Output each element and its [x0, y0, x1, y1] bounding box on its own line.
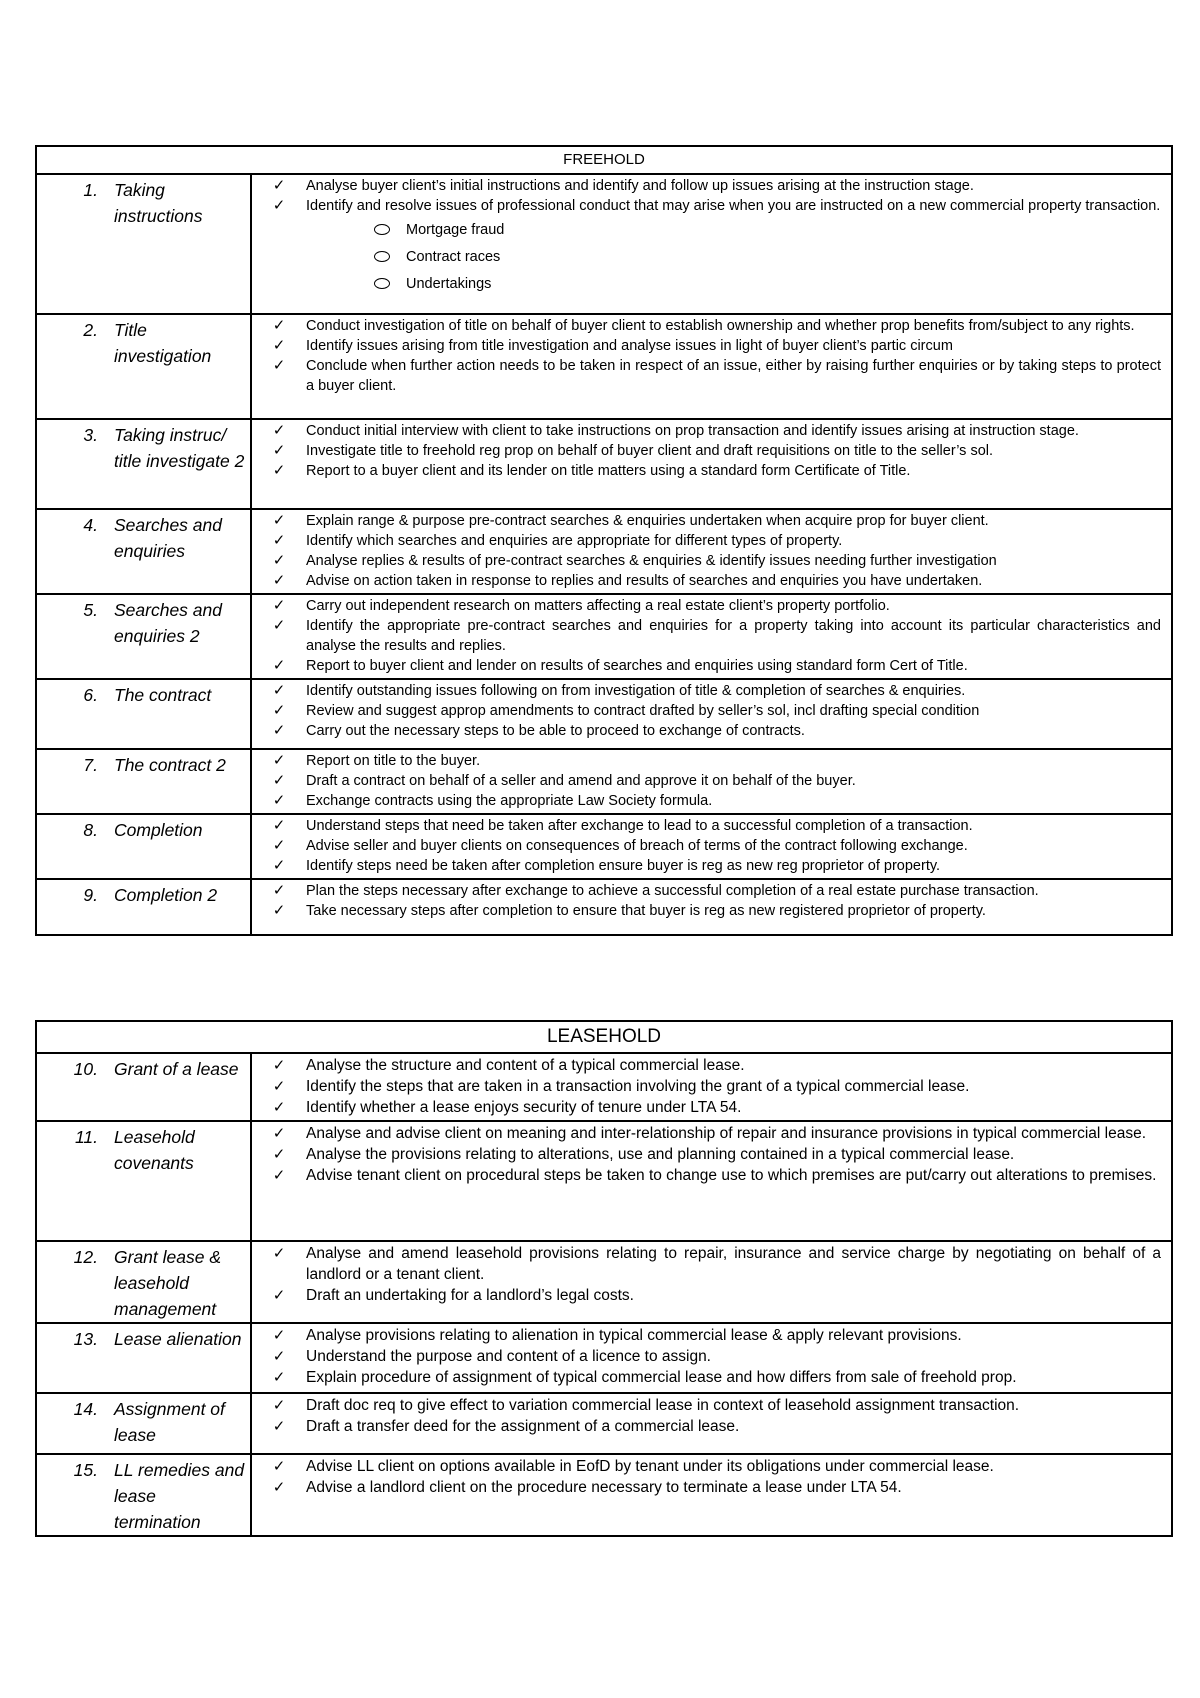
list-item — [252, 176, 1161, 196]
topic-title: LL remedies and lease termination — [114, 1460, 245, 1532]
topic-title: Title investigation — [114, 320, 212, 366]
outcome-text: Conduct initial interview with client to take instructions on prop transaction and identify issues arising at instruction stage. — [306, 423, 1079, 439]
checkmark-icon: ✓ — [272, 1458, 286, 1475]
outcome-text: Plan the steps necessary after exchange to achieve a successful completion of a real estate purchase transaction. — [306, 883, 1039, 899]
outcomes-cell — [251, 1323, 1172, 1393]
sub-item-text: Contract races — [406, 248, 501, 265]
topic-number: 9. — [83, 885, 98, 905]
topic-number: 2. — [83, 320, 98, 340]
checkmark-icon: ✓ — [272, 882, 286, 899]
list-item — [252, 441, 1161, 461]
outcomes-cell — [251, 1053, 1172, 1121]
topic-number: 7. — [83, 755, 98, 775]
topic-cell — [36, 814, 251, 879]
checkmark-icon: ✓ — [272, 1479, 286, 1496]
checkmark-icon: ✓ — [272, 617, 286, 634]
list-item — [252, 656, 1161, 676]
checkmark-icon: ✓ — [272, 837, 286, 854]
list-item — [252, 791, 1161, 811]
outcomes-cell — [251, 594, 1172, 679]
table-row — [36, 509, 1172, 594]
table-row — [36, 1393, 1172, 1454]
table-row — [36, 1053, 1172, 1121]
outcomes-cell — [251, 1454, 1172, 1536]
checkmark-icon: ✓ — [272, 462, 286, 479]
list-item — [252, 196, 1161, 216]
checkmark-icon: ✓ — [272, 682, 286, 699]
outcome-text: Carry out the necessary steps to be able to proceed to exchange of contracts. — [306, 723, 805, 739]
leasehold-rows — [36, 1053, 1172, 1536]
outcome-text: Conclude when further action needs to be taken in respect of an issue, either by raising further enquiries or by taking steps to protect a buyer client. — [306, 358, 1161, 394]
list-item — [252, 721, 1161, 741]
list-item — [252, 771, 1161, 791]
list-item — [252, 1346, 1161, 1367]
sub-list-item — [252, 270, 1161, 297]
outcome-text: Take necessary steps after completion to ensure that buyer is reg as new registered proprietor of property. — [306, 903, 986, 919]
list-item — [252, 1395, 1161, 1416]
topic-cell — [36, 1323, 251, 1393]
topic-cell — [36, 1393, 251, 1454]
list-item — [252, 1456, 1161, 1477]
topic-title: Taking instructions — [114, 180, 203, 226]
checkmark-icon: ✓ — [272, 1245, 286, 1262]
topic-number: 11. — [74, 1127, 98, 1147]
list-item — [252, 816, 1161, 836]
checkmark-icon: ✓ — [272, 817, 286, 834]
topic-number: 4. — [83, 515, 98, 535]
checkmark-icon: ✓ — [272, 1397, 286, 1414]
checkmark-icon: ✓ — [272, 722, 286, 739]
topic-cell — [36, 749, 251, 814]
outcome-text: Advise tenant client on procedural steps be taken to change use to which premises are put/carry out alterations to premises. — [306, 1167, 1157, 1184]
list-item — [252, 1325, 1161, 1346]
freehold-rows — [36, 174, 1172, 935]
checkmark-icon: ✓ — [272, 317, 286, 334]
topic-number: 3. — [83, 425, 98, 445]
topic-cell — [36, 1121, 251, 1241]
freehold-heading: FREEHOLD — [36, 146, 1172, 174]
checkmark-icon: ✓ — [272, 512, 286, 529]
sub-item-text: Mortgage fraud — [406, 221, 505, 238]
list-item — [252, 531, 1161, 551]
checkmark-icon: ✓ — [272, 442, 286, 459]
outcomes-cell — [251, 749, 1172, 814]
outcomes-cell — [251, 1121, 1172, 1241]
table-row — [36, 314, 1172, 419]
list-item — [252, 751, 1161, 771]
outcome-text: Identify issues arising from title investigation and analyse issues in light of buyer client’s partic circum — [306, 338, 953, 354]
checkmark-icon: ✓ — [272, 552, 286, 569]
list-item — [252, 681, 1161, 701]
checkmark-icon: ✓ — [272, 792, 286, 809]
list-item — [252, 571, 1161, 591]
table-row — [36, 419, 1172, 509]
outcome-text: Exchange contracts using the appropriate Law Society formula. — [306, 793, 713, 809]
list-item — [252, 1123, 1161, 1144]
outcome-text: Analyse buyer client’s initial instructions and identify and follow up issues arising at the instruction stage. — [306, 178, 974, 194]
topic-cell — [36, 879, 251, 935]
topic-title: Completion 2 — [114, 885, 218, 905]
outcome-text: Advise LL client on options available in EofD by tenant under its obligations under commercial lease. — [306, 1458, 994, 1475]
checkmark-icon: ✓ — [272, 1287, 286, 1304]
checkmark-icon: ✓ — [272, 702, 286, 719]
topic-number: 14. — [73, 1399, 98, 1419]
checkmark-icon: ✓ — [272, 1369, 286, 1386]
outcome-text: Advise a landlord client on the procedure necessary to terminate a lease under LTA 54. — [306, 1479, 902, 1496]
outcome-text: Analyse and amend leasehold provisions relating to repair, insurance and service charge by negotiating on behalf of a landlord or a tenant client. — [306, 1245, 1161, 1283]
list-item — [252, 1076, 1161, 1097]
outcome-text: Conduct investigation of title on behalf of buyer client to establish ownership and whether prop benefits from/subject to any rights. — [306, 318, 1135, 334]
list-item — [252, 316, 1161, 336]
outcomes-cell — [251, 1393, 1172, 1454]
list-item — [252, 1165, 1161, 1186]
checkmark-icon: ✓ — [272, 1327, 286, 1344]
topic-title: The contract 2 — [114, 755, 226, 775]
topic-title: Completion — [114, 820, 203, 840]
table-row — [36, 814, 1172, 879]
checkmark-icon: ✓ — [272, 1057, 286, 1074]
outcome-text: Understand steps that need be taken after exchange to lead to a successful completion of a transaction. — [306, 818, 973, 834]
list-item — [252, 1416, 1161, 1437]
outcome-text: Understand the purpose and content of a licence to assign. — [306, 1348, 711, 1365]
outcome-text: Identify outstanding issues following on from investigation of title & completion of searches & enquiries. — [306, 683, 966, 699]
sub-list-item — [252, 243, 1161, 270]
list-item — [252, 881, 1161, 901]
circle-bullet-icon — [374, 251, 390, 262]
list-item — [252, 1097, 1161, 1118]
topic-title: The contract — [114, 685, 212, 705]
list-item — [252, 551, 1161, 571]
freehold-table — [35, 145, 1173, 936]
checkmark-icon: ✓ — [272, 772, 286, 789]
topic-number: 6. — [83, 685, 98, 705]
list-item — [252, 836, 1161, 856]
outcome-text: Draft doc req to give effect to variation commercial lease in context of leasehold assignment transaction. — [306, 1397, 1020, 1414]
list-item — [252, 701, 1161, 721]
list-item — [252, 1285, 1161, 1306]
outcome-text: Analyse the provisions relating to alterations, use and planning contained in a typical commercial lease. — [306, 1146, 1015, 1163]
table-row — [36, 1454, 1172, 1536]
outcome-text: Draft an undertaking for a landlord’s legal costs. — [306, 1287, 634, 1304]
outcome-text: Advise seller and buyer clients on consequences of breach of terms of the contract following exchange. — [306, 838, 968, 854]
list-item — [252, 901, 1161, 921]
topic-cell — [36, 419, 251, 509]
topic-title: Grant of a lease — [114, 1059, 239, 1079]
sub-list-item — [252, 216, 1161, 243]
outcome-text: Report on title to the buyer. — [306, 753, 481, 769]
table-row — [36, 174, 1172, 314]
outcome-text: Analyse and advise client on meaning and inter-relationship of repair and insurance provisions in typical commercial lease. — [306, 1125, 1147, 1142]
list-item — [252, 856, 1161, 876]
list-item — [252, 1477, 1161, 1498]
checkmark-icon: ✓ — [272, 337, 286, 354]
checkmark-icon: ✓ — [272, 1418, 286, 1435]
outcome-text: Identify steps need be taken after completion ensure buyer is reg as new reg proprietor of property. — [306, 858, 941, 874]
topic-cell — [36, 1454, 251, 1536]
outcome-text: Analyse the structure and content of a typical commercial lease. — [306, 1057, 745, 1074]
table-row — [36, 749, 1172, 814]
list-item — [252, 1055, 1161, 1076]
circle-bullet-icon — [374, 224, 390, 235]
topic-title: Searches and enquiries — [114, 515, 222, 561]
outcome-text: Analyse replies & results of pre-contract searches & enquiries & identify issues needing further investigation — [306, 553, 997, 569]
outcomes-cell — [251, 814, 1172, 879]
topic-title: Leasehold covenants — [114, 1127, 195, 1173]
topic-title: Assignment of lease — [114, 1399, 225, 1445]
list-item — [252, 616, 1161, 656]
outcome-text: Review and suggest approp amendments to contract drafted by seller’s sol, incl drafting special condition — [306, 703, 980, 719]
outcomes-cell — [251, 509, 1172, 594]
checkmark-icon: ✓ — [272, 597, 286, 614]
topic-title: Searches and enquiries 2 — [114, 600, 222, 646]
table-row — [36, 1241, 1172, 1323]
outcome-text: Identify the steps that are taken in a transaction involving the grant of a typical commercial lease. — [306, 1078, 970, 1095]
table-row — [36, 1323, 1172, 1393]
outcomes-cell — [251, 679, 1172, 749]
list-item — [252, 356, 1161, 396]
outcome-text: Draft a contract on behalf of a seller and amend and approve it on behalf of the buyer. — [306, 773, 856, 789]
list-item — [252, 336, 1161, 356]
outcome-text: Identify and resolve issues of professional conduct that may arise when you are instructed on a new commercial property transaction. — [306, 198, 1161, 214]
table-row — [36, 879, 1172, 935]
topic-number: 10. — [73, 1059, 98, 1079]
list-item — [252, 1243, 1161, 1285]
topic-cell — [36, 174, 251, 314]
table-row — [36, 679, 1172, 749]
outcome-text: Analyse provisions relating to alienation in typical commercial lease & apply relevant provisions. — [306, 1327, 962, 1344]
leasehold-heading: LEASEHOLD — [36, 1021, 1172, 1053]
list-item — [252, 1144, 1161, 1165]
topic-cell — [36, 1053, 251, 1121]
circle-bullet-icon — [374, 278, 390, 289]
outcomes-cell — [251, 174, 1172, 314]
topic-number: 13. — [73, 1329, 98, 1349]
topic-number: 1. — [83, 180, 98, 200]
list-item — [252, 511, 1161, 531]
checkmark-icon: ✓ — [272, 1099, 286, 1116]
table-row — [36, 1121, 1172, 1241]
sub-item-text: Undertakings — [406, 275, 492, 292]
topic-title: Grant lease & leasehold management — [114, 1247, 221, 1319]
topic-cell — [36, 594, 251, 679]
checkmark-icon: ✓ — [272, 197, 286, 214]
outcome-text: Explain procedure of assignment of typical commercial lease and how differs from sale of freehold prop. — [306, 1369, 1017, 1386]
checkmark-icon: ✓ — [272, 1348, 286, 1365]
checkmark-icon: ✓ — [272, 752, 286, 769]
outcome-text: Identify which searches and enquiries are appropriate for different types of property. — [306, 533, 843, 549]
checkmark-icon: ✓ — [272, 357, 286, 374]
checkmark-icon: ✓ — [272, 1125, 286, 1142]
list-item — [252, 421, 1161, 441]
checkmark-icon: ✓ — [272, 902, 286, 919]
checkmark-icon: ✓ — [272, 177, 286, 194]
list-item — [252, 461, 1161, 481]
checkmark-icon: ✓ — [272, 1078, 286, 1095]
outcomes-cell — [251, 879, 1172, 935]
checkmark-icon: ✓ — [272, 572, 286, 589]
outcomes-cell — [251, 1241, 1172, 1323]
list-item — [252, 596, 1161, 616]
topic-number: 15. — [73, 1460, 98, 1480]
outcome-text: Draft a transfer deed for the assignment of a commercial lease. — [306, 1418, 740, 1435]
topic-number: 12. — [73, 1247, 98, 1267]
outcome-text: Report to a buyer client and its lender on title matters using a standard form Certificate of Title. — [306, 463, 911, 479]
checkmark-icon: ✓ — [272, 657, 286, 674]
checkmark-icon: ✓ — [272, 1146, 286, 1163]
topic-title: Lease alienation — [114, 1329, 242, 1349]
outcome-text: Investigate title to freehold reg prop on behalf of buyer client and draft requisitions on title to the seller’s sol. — [306, 443, 994, 459]
leasehold-table — [35, 1020, 1173, 1537]
topic-number: 5. — [83, 600, 98, 620]
topic-cell — [36, 509, 251, 594]
outcome-text: Identify the appropriate pre-contract searches and enquiries for a property taking into account its particular characteristics and analyse the results and replies. — [306, 618, 1161, 654]
checkmark-icon: ✓ — [272, 532, 286, 549]
topic-cell — [36, 314, 251, 419]
topic-number: 8. — [83, 820, 98, 840]
outcomes-cell — [251, 314, 1172, 419]
outcomes-cell — [251, 419, 1172, 509]
outcome-text: Identify whether a lease enjoys security of tenure under LTA 54. — [306, 1099, 742, 1116]
outcome-text: Advise on action taken in response to replies and results of searches and enquiries you have undertaken. — [306, 573, 983, 589]
checkmark-icon: ✓ — [272, 857, 286, 874]
topic-cell — [36, 679, 251, 749]
checkmark-icon: ✓ — [272, 422, 286, 439]
outcome-text: Carry out independent research on matters affecting a real estate client’s property portfolio. — [306, 598, 890, 614]
outcome-text: Report to buyer client and lender on results of searches and enquiries using standard form Cert of Title. — [306, 658, 968, 674]
checkmark-icon: ✓ — [272, 1167, 286, 1184]
list-item — [252, 1367, 1161, 1388]
outcome-text: Explain range & purpose pre-contract searches & enquiries undertaken when acquire prop for buyer client. — [306, 513, 989, 529]
topic-title: Taking instruc/ title investigate 2 — [114, 425, 245, 471]
table-row — [36, 594, 1172, 679]
topic-cell — [36, 1241, 251, 1323]
